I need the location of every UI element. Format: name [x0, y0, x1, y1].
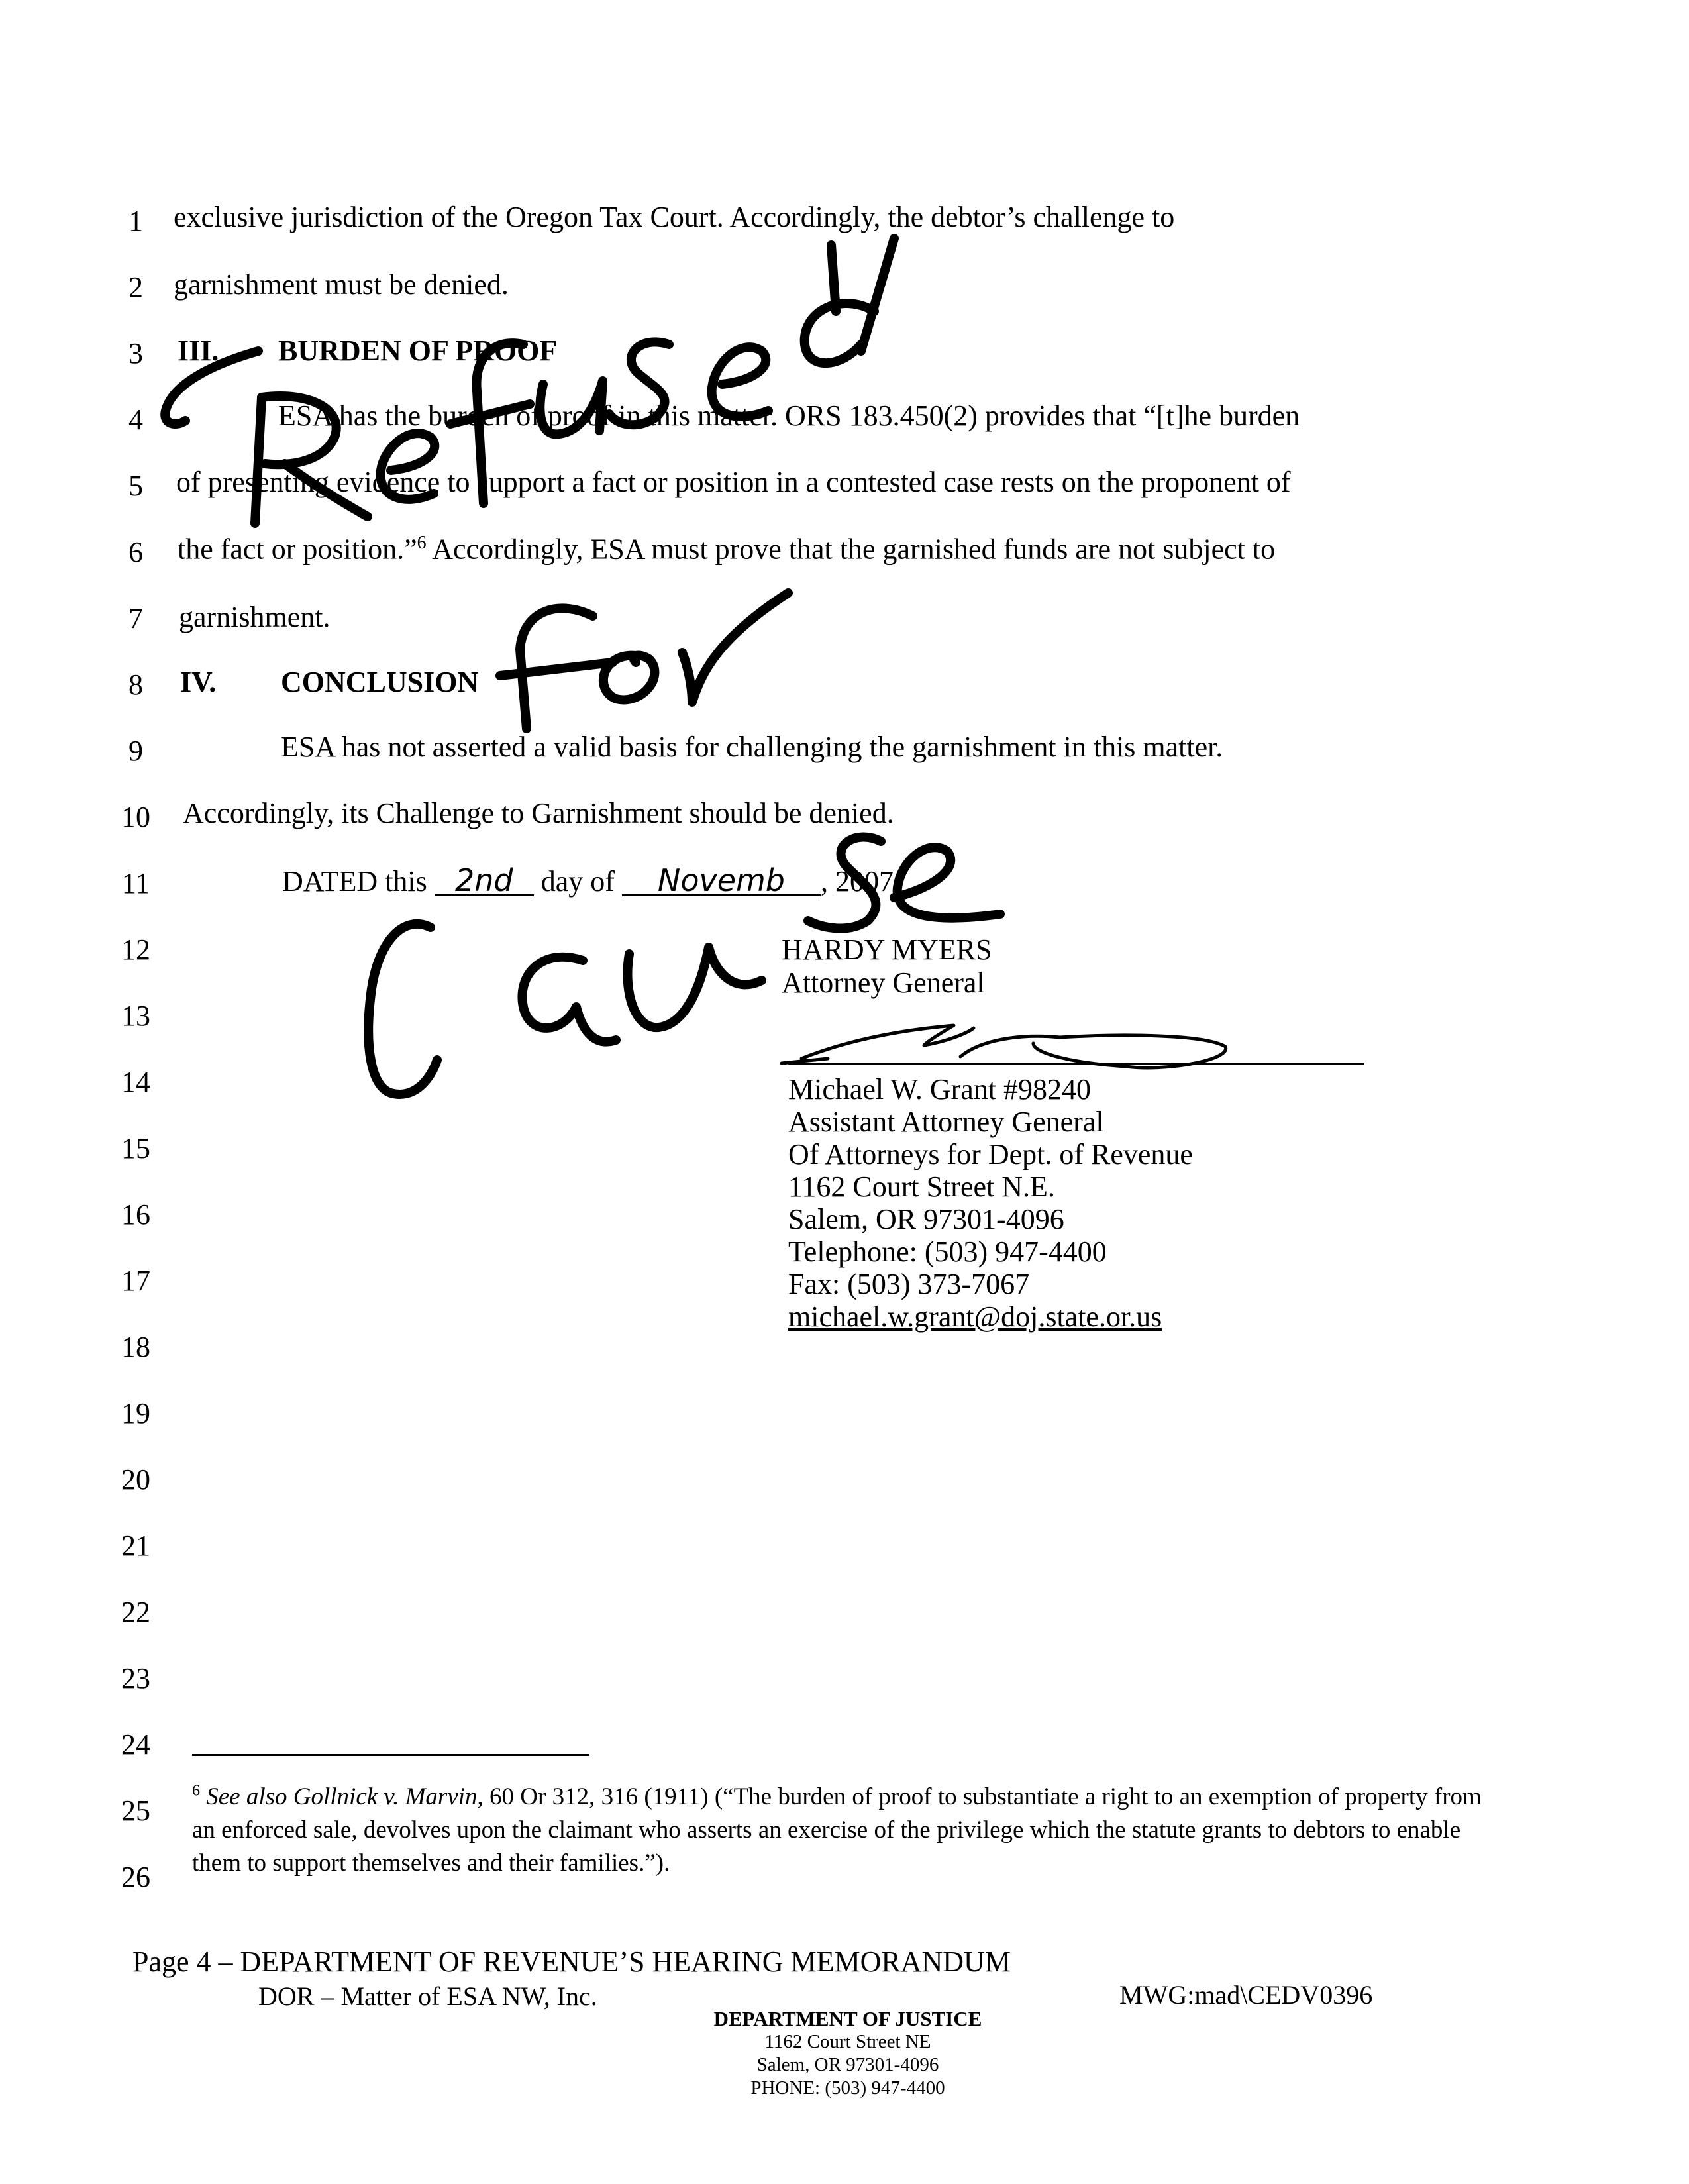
footnote-case-cite: See also Gollnick v. Marvin — [206, 1783, 478, 1810]
line-number: 17 — [121, 1265, 150, 1297]
line-number: 6 — [128, 536, 143, 568]
section-4-number: IV. — [180, 666, 217, 698]
footer-page-title: Page 4 – DEPARTMENT OF REVENUE’S HEARING MEMORANDUM — [132, 1946, 1011, 1978]
dated-mid: day of — [540, 865, 615, 898]
signature-line — [788, 1063, 1364, 1065]
line-number: 23 — [121, 1662, 150, 1694]
line-number: 12 — [121, 933, 150, 966]
line-number: 7 — [128, 602, 143, 635]
line-number: 3 — [128, 337, 143, 370]
line-number: 24 — [121, 1728, 150, 1761]
body-line-9: ESA has not asserted a valid basis for challenging the garnishment in this matter. — [281, 731, 1223, 763]
body-line-7: garnishment. — [179, 601, 331, 633]
line-number: 16 — [121, 1198, 150, 1231]
line-number: 1 — [128, 205, 143, 237]
doj-address-1: 1162 Court Street NE — [764, 2031, 931, 2052]
line-number: 15 — [121, 1132, 150, 1165]
attorney-general-name: HARDY MYERS — [782, 933, 992, 966]
handwriting-for — [500, 593, 788, 729]
dated-year: , 2007 — [820, 865, 894, 898]
footnote-rule — [192, 1754, 589, 1756]
signer-org: Of Attorneys for Dept. of Revenue — [788, 1138, 1193, 1170]
body-line-2: garnishment must be denied. — [174, 268, 509, 301]
signer-address-2: Salem, OR 97301-4096 — [788, 1203, 1064, 1235]
line-number: 18 — [121, 1331, 150, 1363]
line-number: 19 — [121, 1397, 150, 1430]
attorney-general-title: Attorney General — [782, 966, 985, 999]
body-line-4: ESA has the burden of proof in this matter. ORS 183.450(2) provides that “[t]he burden — [278, 399, 1300, 432]
signer-fax: Fax: (503) 373-7067 — [788, 1268, 1030, 1300]
line-number: 10 — [121, 801, 150, 833]
footnote — [192, 1781, 1490, 1880]
doj-title: DEPARTMENT OF JUSTICE — [713, 2007, 982, 2030]
body-line-10: Accordingly, its Challenge to Garnishment should be denied. — [183, 797, 894, 829]
line-number: 25 — [121, 1794, 150, 1827]
section-4-heading: CONCLUSION — [281, 666, 479, 698]
body-line-6 — [178, 534, 1275, 564]
signer-title: Assistant Attorney General — [788, 1106, 1104, 1138]
dated-line — [282, 862, 894, 898]
section-3-number: III. — [178, 335, 219, 367]
doj-address-2: Salem, OR 97301-4096 — [756, 2054, 939, 2075]
line-number: 14 — [121, 1066, 150, 1098]
footnote-ref: 6 — [417, 533, 427, 553]
doj-phone: PHONE: (503) 947-4400 — [750, 2077, 945, 2099]
line-number: 9 — [128, 735, 143, 767]
footnote-text: , 60 Or 312, 316 (1911) (“The burden of proof to substantiate a right to an exemption of property from an enforced sale, devolves upon the claimant who asserts an exercise of the privilege which the statute grants to debtors to enable them to support themselves and their families.”). — [192, 1783, 1482, 1877]
body-line-1: exclusive jurisdiction of the Oregon Tax Court. Accordingly, the debtor’s challenge to — [174, 201, 1175, 233]
footer-reference: MWG:mad\CEDV0396 — [1119, 1980, 1373, 2010]
signer-phone: Telephone: (503) 947-4400 — [788, 1235, 1107, 1268]
line-number: 26 — [121, 1861, 150, 1893]
signature-scribble — [782, 1025, 1226, 1068]
footer-matter: DOR – Matter of ESA NW, Inc. — [258, 1981, 597, 2011]
dated-day: 2nd — [435, 865, 534, 896]
body-line-6-a: the fact or position.” — [178, 533, 417, 566]
line-number: 8 — [128, 668, 143, 701]
line-number: 11 — [121, 867, 150, 900]
dated-prefix: DATED this — [282, 865, 427, 898]
section-3-heading: BURDEN OF PROOF — [278, 335, 558, 367]
signature-block — [788, 1073, 1193, 1333]
line-number: 20 — [121, 1463, 150, 1496]
line-number: 2 — [128, 271, 143, 303]
line-number: 5 — [128, 470, 143, 502]
dated-month: Novemb — [622, 865, 821, 896]
line-number: 13 — [121, 1000, 150, 1032]
signer-email-link[interactable]: michael.w.grant@doj.state.or.us — [788, 1300, 1162, 1333]
body-line-6-b: Accordingly, ESA must prove that the garnished funds are not subject to — [426, 533, 1276, 566]
body-line-5: of presenting evidence to support a fact or position in a contested case rests on the proponent of — [176, 466, 1291, 498]
line-number: 22 — [121, 1596, 150, 1628]
signer-address-1: 1162 Court Street N.E. — [788, 1170, 1055, 1203]
signer-name: Michael W. Grant #98240 — [788, 1073, 1092, 1106]
footnote-number: 6 — [192, 1782, 200, 1800]
line-number: 21 — [121, 1530, 150, 1562]
doj-address-block — [662, 2007, 1033, 2100]
line-number: 4 — [128, 403, 143, 436]
